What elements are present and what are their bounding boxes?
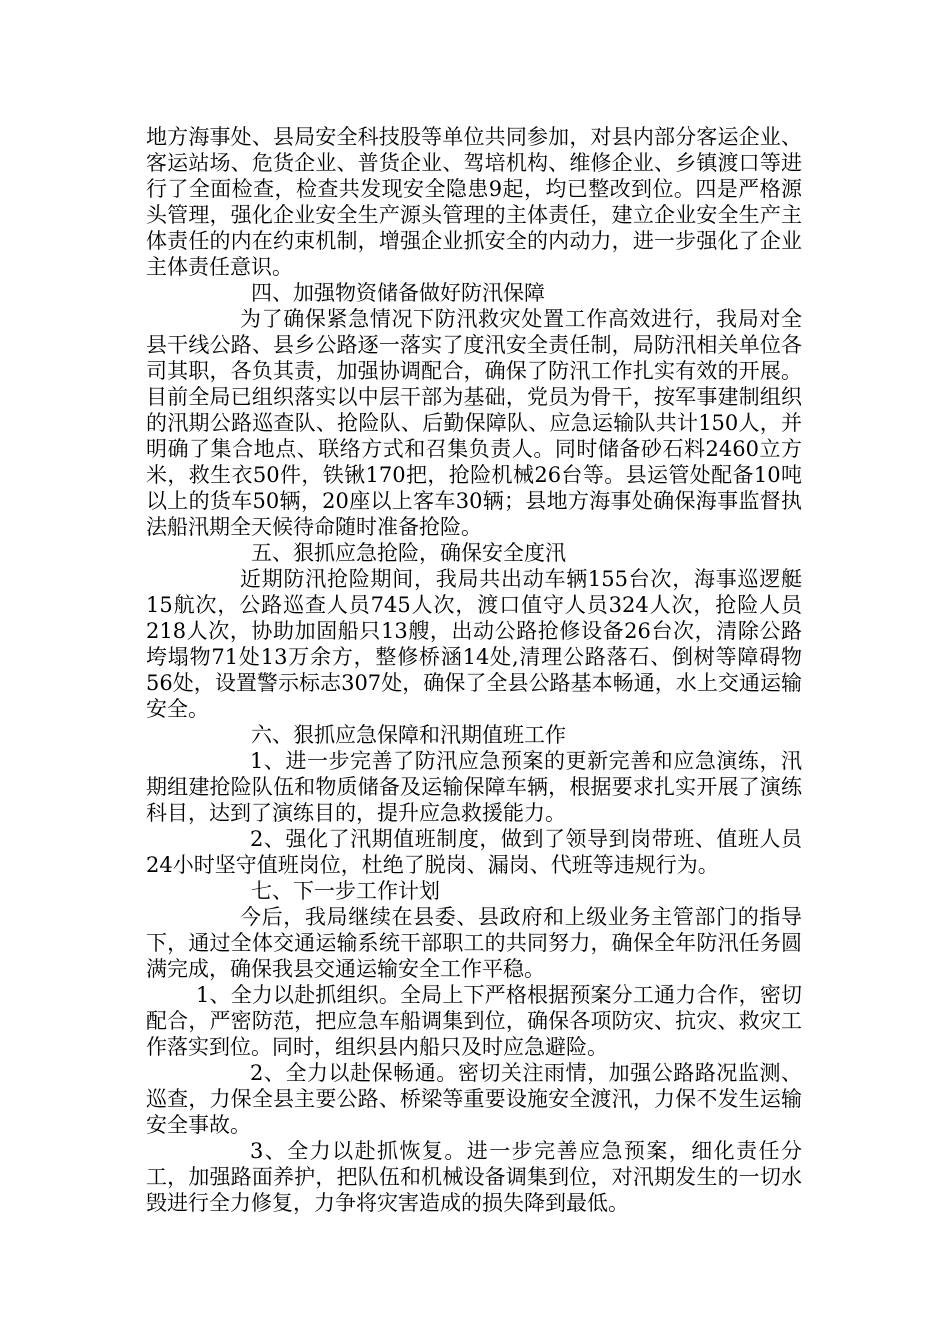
- paragraph-item-7-2: 2、全力以赴保畅通。密切关注雨情，加强公路路况监测、巡查，力保全县主要公路、桥梁等重要设施安全渡汛，力保不发生运输安全事故。: [146, 1061, 802, 1137]
- paragraph-item-7-1: 1、全力以赴抓组织。全局上下严格根据预案分工通力合作，密切配合，严密防范，把应急车船调集到位，确保各项防灾、抗灾、救灾工作落实到位。同时，组织县内船只及时应急避险。: [146, 983, 802, 1059]
- heading-section-7: 七、下一步工作计划: [251, 879, 440, 903]
- paragraph-item-6-2: 2、强化了汛期值班制度，做到了领导到岗带班、值班人员24小时坚守值班岗位，杜绝了脱岗、漏岗、代班等违规行为。: [146, 827, 802, 877]
- heading-section-6: 六、狠抓应急保障和汛期值班工作: [251, 723, 566, 747]
- paragraph-supplies: 为了确保紧急情况下防汛救灾处置工作高效进行，我局对全县干线公路、县乡公路逐一落实了度汛安全责任制，局防汛相关单位各司其职，各负其责，加强协调配合，确保了防汛工作扎实有效的开展。目前全局已组织落实以中层干部为基础，党员为骨干，按军事建制组织的汛期公路巡查队、抢险队、后勤保障队、应急运输队共计150人，并明确了集合地点、联络方式和召集负责人。同时储备砂石料2460立方米，救生衣50件，铁锹170把，抢险机械26台等。县运管处配备10吨以上的货车50辆，20座以上客车30辆；县地方海事处确保海事监督执法船汛期全天候待命随时准备抢险。: [146, 307, 802, 539]
- paragraph-inspection: 地方海事处、县局安全科技股等单位共同参加，对县内部分客运企业、客运站场、危货企业、普货企业、驾培机构、维修企业、乡镇渡口等进行了全面检查，检查共发现安全隐患9起，均已整改到位。四是严格源头管理，强化企业安全生产源头管理的主体责任，建立企业安全生产主体责任的内在约束机制，增强企业抓安全的内动力，进一步强化了企业主体责任意识。: [146, 125, 802, 279]
- paragraph-item-6-1: 1、进一步完善了防汛应急预案的更新完善和应急演练，汛期组建抢险队伍和物质储备及运输保障车辆，根据要求扎实开展了演练科目，达到了演练目的，提升应急救援能力。: [146, 749, 802, 825]
- paragraph-next-steps: 今后，我局继续在县委、县政府和上级业务主管部门的指导下，通过全体交通运输系统干部职工的共同努力，确保全年防汛任务圆满完成，确保我县交通运输安全工作平稳。: [146, 905, 802, 981]
- paragraph-emergency-rescue: 近期防汛抢险期间，我局共出动车辆155台次，海事巡逻艇15航次，公路巡查人员745人次，渡口值守人员324人次，抢险人员218人次，协助加固船只13艘，出动公路抢修设备26台次，清除公路垮塌物71处13万余方，整修桥涵14处,清理公路落石、倒树等障碍物56处，设置警示标志307处，确保了全县公路基本畅通，水上交通运输安全。: [146, 567, 802, 721]
- heading-section-5: 五、狠抓应急抢险，确保安全度汛: [251, 541, 566, 565]
- heading-section-4: 四、加强物资储备做好防汛保障: [251, 281, 545, 305]
- paragraph-item-7-3: 3、全力以赴抓恢复。进一步完善应急预案，细化责任分工，加强路面养护，把队伍和机械设备调集到位，对汛期发生的一切水毁进行全力修复，力争将灾害造成的损失降到最低。: [146, 1139, 802, 1215]
- document-body: [146, 124, 802, 1216]
